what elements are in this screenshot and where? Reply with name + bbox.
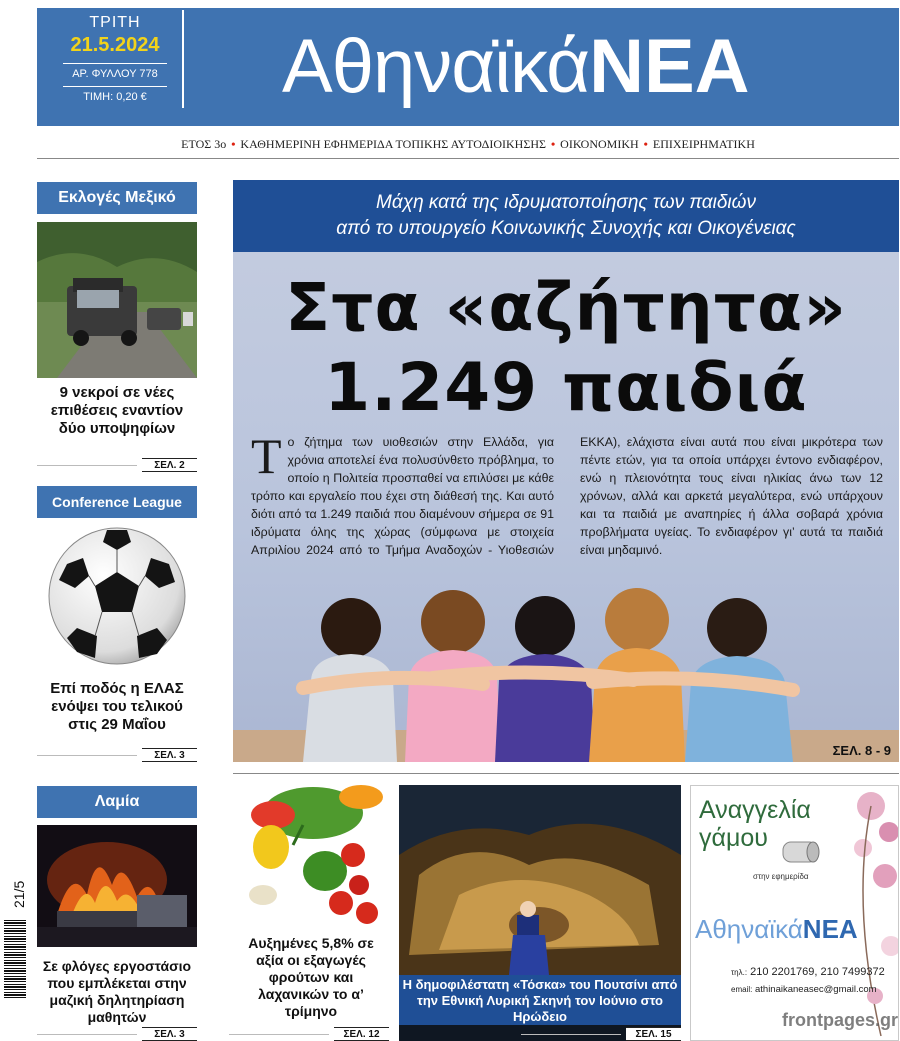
- page-ref-mexico[interactable]: ΣΕΛ. 2: [142, 458, 197, 472]
- ad-title-line-2: γάμου: [699, 824, 768, 852]
- vegetables-image: [233, 785, 389, 935]
- main-story: [233, 180, 899, 762]
- logo-light-text: Αθηναϊκά: [282, 24, 590, 109]
- date-box-rule: [63, 63, 167, 64]
- ad-phone-label: τηλ.:: [731, 968, 748, 977]
- flowers-decoration: [811, 786, 899, 1040]
- tagline-year: ΕΤΟΣ 3ο: [181, 137, 227, 151]
- drop-cap: Τ: [251, 428, 282, 484]
- page-ref-conference-league[interactable]: ΣΕΛ. 3: [142, 748, 197, 762]
- lower-divider: [233, 773, 899, 774]
- article-text: ο ζήτημα των υιοθεσιών στην Ελλάδα, για χρόνια αποτελεί ένα πολυσύνθετο πρόβλημα, το οποίο η Πολιτεία προσπαθεί να επιλύσει με κάθε τρόπο και εργαλείο που έχει στη διάθεσή της. Και αυτό διότι από τα 1.249 παιδιά που διαμένουν σήμερα σε 91 ιδρύματα όλης της χώρας (σύμφωνα με στοιχεία Απριλίου 2024 από το Τμήμα Αναδοχών - Υιοθεσιών ΕΚΚΑ), ελάχιστα είναι αυτά που είναι μικρότερα των πέντε ετών, για τα οποία υπάρχει έντονο ενδιαφέρον, ενώ η πλειονότητα τους είναι ηλικίας άνω των 12 χρόνων, αλλά και αρκετά μεγαλύτερα, ενώ υπάρχουν και τα παιδιά με αναπηρίες ή άλλα σοβαρά χρόνια προβλήματα υγείας. Το ενδιαφέρον γι’ αυτά τα παιδιά είναι μηδαμινό.: [251, 435, 883, 557]
- sidebar-header-mexico[interactable]: Εκλογές Μεξικό: [37, 182, 197, 214]
- mexico-headline[interactable]: 9 νεκροί σε νέες επιθέσεις εναντίον δύο υποψηφίων: [50, 384, 184, 437]
- issue-price: ΤΙΜΗ: 0,20 €: [83, 91, 147, 103]
- page-ref-opera[interactable]: ΣΕΛ. 15: [626, 1027, 681, 1041]
- ad-newspaper-logo: [695, 914, 858, 945]
- ad-logo-bold: ΝΕΑ: [802, 914, 858, 944]
- kicker-line-2: από το υπουργείο Κοινωνικής Συνοχής και Οικογένειας: [336, 218, 796, 239]
- wedding-announcement-ad[interactable]: [690, 785, 899, 1041]
- sidebar-header-lamia[interactable]: Λαμία: [37, 786, 197, 818]
- kicker-line-1: Μάχη κατά της ιδρυματοποίησης των παιδιών: [376, 192, 756, 213]
- bullet-icon: •: [231, 137, 236, 151]
- issue-number: ΑΡ. ΦΥΛΛΟΥ 778: [72, 68, 158, 80]
- ad-phone-number: 210 2201769, 210 7499372: [750, 966, 885, 978]
- main-article-body: [251, 428, 883, 559]
- watermark: frontpages.gr: [782, 1010, 899, 1030]
- bullet-icon: •: [550, 137, 556, 151]
- children-photo: [233, 580, 899, 762]
- tagline-desc: ΚΑΘΗΜΕΡΙΝΗ ΕΦΗΜΕΡΙΔΑ ΤΟΠΙΚΗΣ ΑΥΤΟΔΙΟΙΚΗΣΗΣ: [240, 137, 546, 151]
- issue-day: ΤΡΙΤΗ: [89, 14, 141, 31]
- headline-line-2: 1.249 παιδιά: [324, 349, 808, 426]
- lamia-headline[interactable]: Σε φλόγες εργοστάσιο που εμπλέκεται στην μαζική δηλητηρίαση μαθητών: [42, 958, 192, 1025]
- page-ref-vegetables[interactable]: ΣΕΛ. 12: [334, 1027, 389, 1041]
- tagline-business: ΕΠΙΧΕΙΡΗΜΑΤΙΚΗ: [652, 137, 755, 151]
- factory-fire-photo[interactable]: [37, 825, 197, 947]
- opera-headline[interactable]: Η δημοφιλέστατη «Τόσκα» του Πουτσίνι από την Εθνική Λυρική Σκηνή τον Ιούνιο στο Ηρώδειο: [399, 975, 681, 1025]
- issue-date: 21.5.2024: [70, 34, 160, 56]
- ad-subtitle: στην εφημερίδα: [753, 872, 809, 881]
- logo-bold-text: ΝΕΑ: [589, 24, 750, 109]
- date-box-rule-2: [63, 86, 167, 87]
- conference-league-headline[interactable]: Επί ποδός η ΕΛΑΣ ενόψει του τελικού στις 29 Μαΐου: [50, 680, 184, 733]
- newspaper-roll-icon: [781, 834, 821, 868]
- ad-email[interactable]: [731, 984, 877, 995]
- main-headline[interactable]: [233, 268, 899, 428]
- mexico-photo[interactable]: [37, 222, 197, 378]
- ad-email-address: athinaikanea​sec@gmail.com: [754, 984, 877, 995]
- newspaper-logo[interactable]: [282, 24, 750, 110]
- header-divider: [37, 158, 899, 159]
- spine-date-text: 21/5: [11, 880, 27, 908]
- main-kicker[interactable]: [233, 180, 899, 252]
- masthead: [37, 8, 899, 126]
- barcode: [4, 918, 26, 998]
- sidebar-header-conference-league[interactable]: Conference League: [37, 486, 197, 518]
- bullet-icon: •: [643, 137, 648, 151]
- page-ref-lamia[interactable]: ΣΕΛ. 3: [142, 1027, 197, 1041]
- date-box: [47, 8, 183, 126]
- football-image[interactable]: [37, 524, 197, 670]
- ad-title-line-1: Αναγγελία: [699, 796, 811, 824]
- ad-logo-light: Αθηναϊκά: [695, 914, 803, 944]
- tagline: [37, 137, 899, 152]
- page-ref-main[interactable]: ΣΕΛ. 8 - 9: [832, 743, 891, 758]
- headline-line-1: Στα «αζήτητα»: [285, 269, 847, 346]
- tagline-economic: ΟΙΚΟΝΟΜΙΚΗ: [560, 137, 639, 151]
- vegetables-headline[interactable]: Αυξημένες 5,8% σε αξία οι εξαγωγές φρούτων και λαχανικών το α’ τρίμηνο: [248, 935, 374, 1019]
- ad-email-label: email:: [731, 985, 753, 994]
- ad-phone[interactable]: [731, 966, 885, 978]
- masthead-separator: [182, 10, 184, 108]
